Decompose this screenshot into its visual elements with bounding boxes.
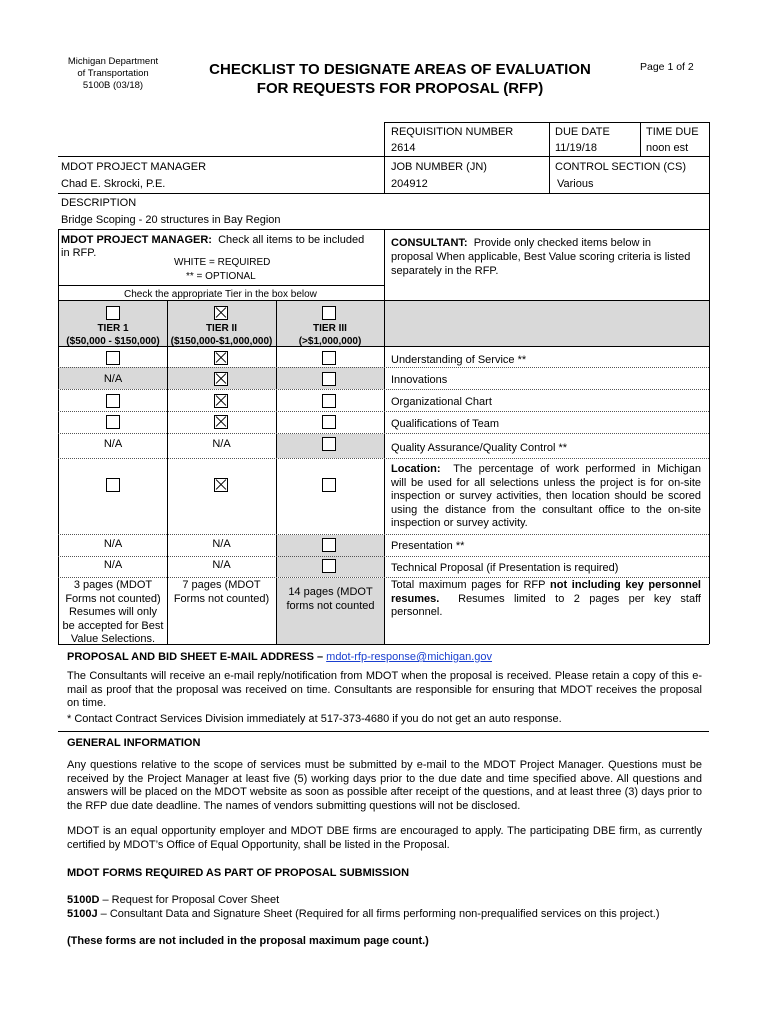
tier1-range: ($50,000 - $150,000)	[66, 336, 160, 347]
general-info-heading: GENERAL INFORMATION	[67, 737, 201, 749]
tier1-checkbox[interactable]	[106, 306, 120, 320]
time-due-label: TIME DUE	[646, 126, 699, 138]
location-line2: will be used for all selections unless the project is for on-site	[391, 476, 701, 489]
row-org-chart-tier3-checkbox[interactable]	[322, 394, 336, 408]
form-5100j	[67, 907, 660, 921]
row-qaqc-tier1-na: N/A	[103, 438, 123, 450]
consultant-instruction-bold: CONSULTANT:	[391, 237, 468, 249]
row-understanding-tier3-checkbox[interactable]	[322, 351, 336, 365]
tier2-name: TIER II	[205, 323, 238, 334]
pm-instruction-line2: in RFP.	[61, 247, 97, 259]
row-qaqc-tier3-checkbox[interactable]	[322, 437, 336, 451]
tier1-header	[59, 322, 167, 348]
form-5100j-code: 5100J	[67, 908, 98, 920]
tier2-page-line1: 7 pages (MDOT	[182, 579, 261, 591]
location-bold: Location:	[391, 463, 441, 475]
tier1-name: TIER 1	[97, 323, 129, 334]
tier1-page-limit	[59, 579, 167, 647]
row-location-tier3-checkbox[interactable]	[322, 478, 336, 492]
location-line5: inspection or survey activity.	[391, 517, 528, 529]
row-org-chart-tier2-checkbox[interactable]	[214, 394, 228, 408]
row-technical-tier2-na: N/A	[212, 559, 231, 571]
form-5100d-text: – Request for Proposal Cover Sheet	[99, 894, 280, 906]
row-location-tier1-checkbox[interactable]	[106, 478, 120, 492]
tier1-page-line4: be accepted for Best	[62, 619, 164, 632]
row-innovations-tier3-checkbox[interactable]	[322, 372, 336, 386]
page-desc-bold1: not including key personnel	[550, 579, 701, 591]
consultant-instruction-line1: Provide only checked items below in	[473, 237, 652, 249]
tier2-checkbox[interactable]	[214, 306, 228, 320]
row-technical-tier3-checkbox[interactable]	[322, 559, 336, 573]
location-line1: The percentage of work performed in Michigan	[453, 463, 701, 475]
due-date-value: 11/19/18	[555, 142, 598, 154]
tier1-page-line2: Forms not counted)	[65, 592, 161, 605]
due-date-label: DUE DATE	[555, 126, 610, 138]
page-desc-bold2: resumes.	[391, 592, 440, 605]
form-5100d	[67, 893, 279, 907]
page-number: Page 1 of 2	[640, 61, 694, 73]
tier3-page-limit	[277, 586, 384, 613]
row-understanding-tier1-checkbox[interactable]	[106, 351, 120, 365]
tier1-page-line5: Value Selections.	[70, 633, 156, 645]
row-presentation-tier1-na: N/A	[103, 538, 123, 550]
row-org-chart-tier1-checkbox[interactable]	[106, 394, 120, 408]
row-innovations-label: Innovations	[391, 374, 448, 386]
row-qualifications-tier3-checkbox[interactable]	[322, 415, 336, 429]
pm-instruction-text: Check all items to be included	[218, 234, 365, 246]
tier3-header	[276, 322, 384, 348]
row-understanding-label: Understanding of Service **	[391, 354, 527, 366]
email-paragraph: The Consultants will receive an e-mail reply/notification from MDOT when the proposal is received. Please retain a copy of this e-mail as proof that the proposal was received on time. Consultants are responsible for ensuring that MDOT receives the proposal on time.	[67, 670, 702, 709]
forms-note: (These forms are not included in the proposal maximum page count.)	[67, 935, 429, 947]
row-qaqc-label: Quality Assurance/Quality Control **	[391, 442, 568, 454]
tier3-page-line1: 14 pages (MDOT	[288, 586, 373, 598]
row-qualifications-tier2-checkbox[interactable]	[214, 415, 228, 429]
white-required-legend: WHITE = REQUIRED	[174, 257, 271, 268]
form-title	[180, 60, 620, 98]
tier3-name: TIER III	[313, 323, 347, 334]
page-desc-line3: personnel.	[391, 606, 443, 618]
pm-instruction	[61, 233, 364, 247]
row-qualifications-tier1-checkbox[interactable]	[106, 415, 120, 429]
agency-name-line2: of Transportation	[77, 68, 149, 79]
title-line-1: CHECKLIST TO DESIGNATE AREAS OF EVALUATION	[209, 61, 591, 78]
location-line4: using the distance from the consultant office to the on-site	[391, 503, 701, 516]
tier3-range: (>$1,000,000)	[298, 336, 362, 347]
consultant-instruction-line3: separately in the RFP.	[391, 265, 499, 277]
requisition-label: REQUISITION NUMBER	[391, 126, 514, 138]
tier1-page-line1: 3 pages (MDOT	[73, 579, 153, 591]
row-qaqc-tier2-na: N/A	[212, 438, 231, 450]
consultant-instruction-line2: proposal When applicable, Best Value scoring criteria is listed	[391, 251, 691, 263]
job-number-value: 204912	[391, 178, 428, 190]
email-contact-note: * Contact Contract Services Division immediately at 517-373-4680 if you do not get an auto response.	[67, 713, 562, 725]
project-manager-label: MDOT PROJECT MANAGER	[61, 161, 207, 173]
consultant-instruction	[391, 236, 651, 250]
tier-prompt: Check the appropriate Tier in the box below	[124, 289, 317, 300]
row-innovations-tier1-na: N/A	[103, 373, 123, 385]
page-limit-description	[391, 579, 701, 620]
dbe-paragraph: MDOT is an equal opportunity employer and MDOT DBE firms are encouraged to apply. The participating DBE firm, as currently certified by MDOT’s Office of Equal Opportunity, shall be listed in the Proposal.	[67, 825, 702, 851]
email-section	[67, 650, 492, 664]
job-number-label: JOB NUMBER (JN)	[391, 161, 487, 173]
form-5100j-text: – Consultant Data and Signature Sheet (Required for all firms performing non-prequalified services on this project.)	[97, 908, 660, 920]
control-section-value: Various	[557, 178, 594, 190]
row-presentation-tier2-na: N/A	[212, 538, 231, 550]
email-address-link[interactable]: mdot-rfp-response@michigan.gov	[326, 651, 493, 663]
form-5100d-code: 5100D	[67, 894, 100, 906]
row-innovations-tier2-checkbox[interactable]	[214, 372, 228, 386]
optional-legend: ** = OPTIONAL	[186, 271, 256, 282]
description-label: DESCRIPTION	[61, 197, 137, 209]
project-manager-value: Chad E. Skrocki, P.E.	[61, 178, 166, 190]
row-location-label	[391, 463, 701, 531]
tier3-page-line2: forms not counted	[286, 599, 375, 612]
title-line-2: FOR REQUESTS FOR PROPOSAL (RFP)	[256, 80, 544, 97]
forms-required-heading: MDOT FORMS REQUIRED AS PART OF PROPOSAL SUBMISSION	[67, 867, 410, 879]
tier2-range: ($150,000-$1,000,000)	[170, 336, 273, 347]
tier3-checkbox[interactable]	[322, 306, 336, 320]
agency-header	[58, 56, 168, 92]
tier2-page-limit	[167, 579, 276, 606]
email-heading: PROPOSAL AND BID SHEET E-MAIL ADDRESS –	[67, 651, 324, 663]
time-due-value: noon est	[646, 142, 689, 154]
general-info-paragraph: Any questions relative to the scope of services must be submitted by e-mail to the MDOT Project Manager. Questions must be received by the Project Manager at least five (5) working days prior to the due date and time specified above. All questions and answers will be placed on the MDOT website as soon as possible after receipt of the questions, and at least three (3) days prior to the RFP due date deadline. The names of vendors submitting questions will not be disclosed.	[67, 759, 702, 812]
requisition-value: 2614	[391, 142, 416, 154]
tier1-page-line3: Resumes will only	[68, 606, 158, 618]
form-number: 5100B (03/18)	[82, 80, 144, 91]
row-location-tier2-checkbox[interactable]	[214, 478, 228, 492]
agency-name-line1: Michigan Department	[67, 56, 159, 67]
row-presentation-label: Presentation **	[391, 540, 465, 552]
pm-instruction-bold: MDOT PROJECT MANAGER:	[61, 234, 212, 246]
page-desc-line1: Total maximum pages for RFP	[391, 579, 546, 591]
row-technical-label: Technical Proposal (if Presentation is required)	[391, 562, 619, 574]
row-presentation-tier3-checkbox[interactable]	[322, 538, 336, 552]
row-qualifications-label: Qualifications of Team	[391, 418, 500, 430]
tier2-page-line2: Forms not counted)	[173, 592, 270, 605]
page-desc-line2: Resumes limited to 2 pages per key staff	[458, 592, 701, 605]
row-technical-tier1-na: N/A	[103, 559, 123, 571]
row-understanding-tier2-checkbox[interactable]	[214, 351, 228, 365]
control-section-label: CONTROL SECTION (CS)	[555, 161, 686, 173]
tier2-header	[167, 322, 276, 348]
location-line3: inspection or survey activities, then location should be scored	[391, 490, 701, 502]
row-org-chart-label: Organizational Chart	[391, 396, 492, 408]
description-value: Bridge Scoping - 20 structures in Bay Region	[61, 214, 281, 226]
